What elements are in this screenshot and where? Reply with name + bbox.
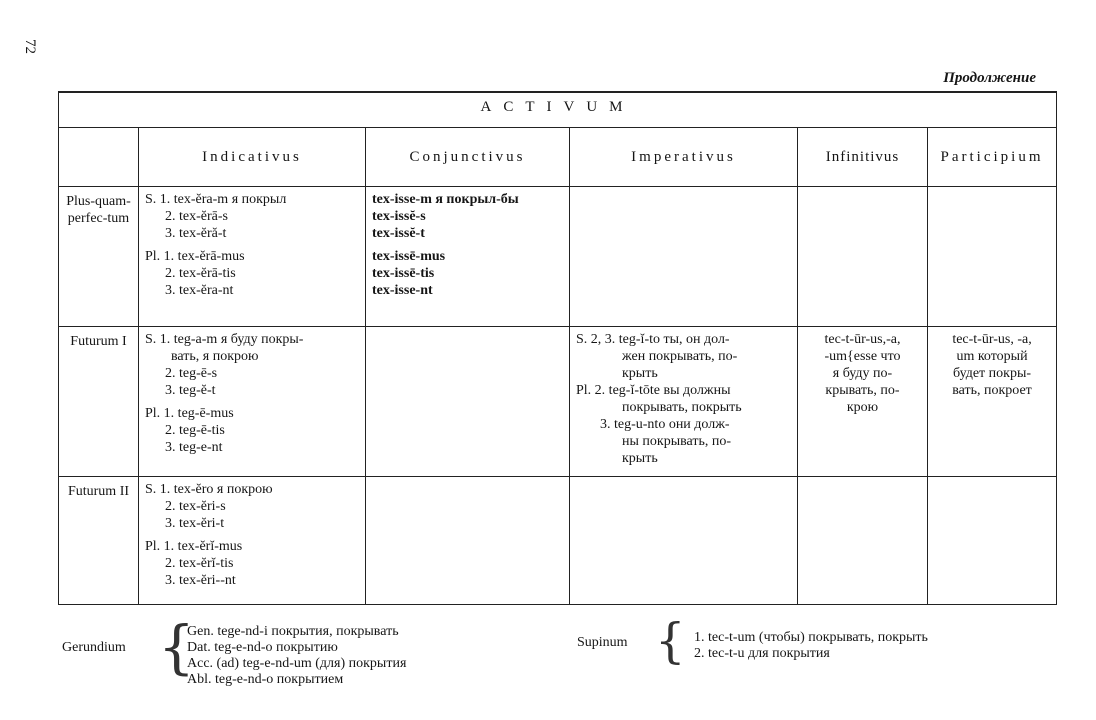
supinum-item: 1. tec-t-um (чтобы) покрывать, покрыть: [694, 630, 928, 645]
form-line: крою: [846, 400, 879, 415]
tense-label: Futurum I: [70, 334, 127, 349]
form-line: tec-t-ūr-us,-a,: [824, 332, 901, 347]
gerundium-item: Dat. teg-e-nd-o покрытию: [187, 640, 338, 655]
plqpf-indicativus: [139, 187, 366, 327]
header-indicativus: Indicativus: [139, 128, 366, 187]
plqpf-conjunctivus: [366, 187, 570, 327]
plqpf-participium: [928, 187, 1057, 327]
form-line: tec-t-ūr-us, -a,: [952, 332, 1032, 347]
form-line: 3. tex-ĕra-nt: [165, 283, 234, 298]
form-line: tex-issē-tis: [372, 266, 435, 281]
form-line: 3. teg-u-nto они долж-: [600, 417, 730, 432]
header-imperativus: Imperativus: [570, 128, 798, 187]
gerundium-item: Gen. tege-nd-i покрытия, покрывать: [187, 624, 399, 639]
voice-header: ACTIVUM: [59, 92, 1057, 128]
form-line: 2. tex-ĕrā-s: [165, 209, 228, 224]
form-line: будет покры-: [953, 366, 1032, 381]
form-line: покрывать, покрыть: [622, 400, 742, 415]
gerundium-label: Gerundium: [62, 640, 126, 655]
tense-futurum-2: [59, 477, 139, 605]
header-conjunctivus: Conjunctivus: [366, 128, 570, 187]
form-line: S. 1. teg-a-m я буду покры-: [145, 332, 304, 347]
form-line: S. 1. tex-ĕra-m я покрыл: [145, 192, 287, 207]
tense-plusquamperfectum: [59, 187, 139, 327]
continued-label: Продолжение: [943, 70, 1036, 86]
gerundium-list: [187, 624, 406, 688]
form-line: um который: [956, 349, 1028, 364]
form-line: вать, я покрою: [171, 349, 259, 364]
gerundium-item: Abl. teg-e-nd-o покрытием: [187, 672, 344, 687]
form-line: 2. tex-ĕri-s: [165, 499, 226, 514]
form-line: 3. tex-ĕră-t: [165, 226, 227, 241]
form-line: Pl. 2. teg-ĭ-tōte вы должны: [576, 383, 731, 398]
form-line: tex-issē-mus: [372, 249, 446, 264]
supinum-brace: {: [655, 613, 686, 669]
plqpf-imperativus: [570, 187, 798, 327]
form-line: 3. teg-e-nt: [165, 440, 223, 455]
header-participium: Participium: [928, 128, 1057, 187]
supinum-label: Supinum: [577, 635, 628, 650]
form-line: tex-isse-m я покрыл-бы: [372, 192, 519, 207]
fut1-imperativus: [570, 327, 798, 477]
form-line: 2. teg-ē-s: [165, 366, 218, 381]
page-number: 72: [22, 39, 38, 54]
gerundium-item: Acc. (ad) teg-e-nd-um (для) покрытия: [187, 656, 407, 671]
form-line: 3. teg-ĕ-t: [165, 383, 216, 398]
header-infinitivus: Infinitivus: [798, 128, 928, 187]
form-line: tex-issĕ-t: [372, 226, 425, 241]
fut1-participium: [928, 327, 1057, 477]
fut1-infinitivus: [798, 327, 928, 477]
plqpf-infinitivus: [798, 187, 928, 327]
fut2-imperativus: [570, 477, 798, 605]
fut1-conjunctivus: [366, 327, 570, 477]
form-line: крывать, по-: [825, 383, 900, 398]
form-line: Pl. 1. tex-ĕrā-mus: [145, 249, 245, 264]
form-line: S. 2, 3. teg-ĭ-to ты, он дол-: [576, 332, 730, 347]
fut2-participium: [928, 477, 1057, 605]
form-line: Pl. 1. teg-ē-mus: [145, 406, 234, 421]
tense-label: Futurum II: [67, 484, 130, 499]
form-line: 2. tex-ĕrĭ-tis: [165, 556, 234, 571]
form-line: 2. tex-ĕrā-tis: [165, 266, 236, 281]
form-line: tex-isse-nt: [372, 283, 433, 298]
tense-label: Plus-quam-perfec-tum: [66, 194, 131, 226]
form-line: я буду по-: [832, 366, 893, 381]
fut2-infinitivus: [798, 477, 928, 605]
corner-cell: [59, 128, 139, 187]
form-line: -um{esse что: [824, 349, 901, 364]
supinum-list: [694, 630, 928, 662]
form-line: крыть: [622, 366, 658, 381]
form-line: жен покрывать, по-: [622, 349, 738, 364]
gerundium-brace: {: [158, 613, 195, 681]
form-line: 3. tex-ĕri-t: [165, 516, 225, 531]
form-line: крыть: [622, 451, 658, 466]
form-line: ны покрывать, по-: [622, 434, 732, 449]
form-line: tex-issĕ-s: [372, 209, 426, 224]
form-line: вать, покроет: [952, 383, 1032, 398]
supinum-item: 2. tec-t-u для покрытия: [694, 646, 830, 661]
form-line: 3. tex-ĕri--nt: [165, 573, 236, 588]
form-line: S. 1. tex-ĕro я покрою: [145, 482, 273, 497]
fut1-indicativus: [139, 327, 366, 477]
form-line: Pl. 1. tex-ĕrĭ-mus: [145, 539, 243, 554]
fut2-conjunctivus: [366, 477, 570, 605]
tense-futurum-1: [59, 327, 139, 477]
form-line: 2. teg-ē-tis: [165, 423, 225, 438]
conjugation-table: [58, 91, 1057, 605]
fut2-indicativus: [139, 477, 366, 605]
